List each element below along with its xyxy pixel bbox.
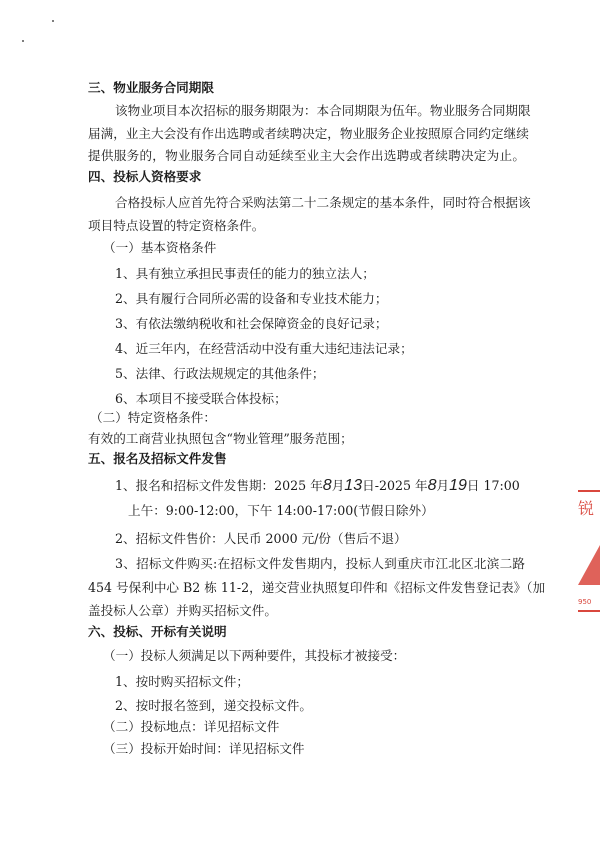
paragraph-line: 3、招标文件购买:在招标文件发售期内，投标人到重庆市江北区北滨二路 [115,556,525,571]
sale-period-prefix: 1、报名和招标文件发售期：2025 年 [115,478,323,493]
stamp-number: 950 [578,598,592,606]
section-3-heading: 三、物业服务合同期限 [88,80,214,95]
list-item: 4、近三年内，在经营活动中没有重大违纪违法记录； [115,341,413,356]
section-4-heading: 四、投标人资格要求 [88,169,202,184]
handwritten-month: 8 [427,477,437,494]
section-5-heading: 五、报名及招标文件发售 [88,451,227,466]
stamp-char: 锐 [578,499,595,518]
handwritten-month: 8 [322,477,332,494]
text: 日-2025 年 [362,478,428,493]
scan-speck [22,40,24,42]
list-item: 6、本项目不接受联合体投标； [115,391,287,406]
handwritten-day: 13 [344,477,363,494]
list-item: 5、法律、行政法规规定的其他条件； [115,366,325,381]
paragraph-line: 盖投标人公章）并购买招标文件。 [88,603,277,618]
list-item: 1、具有独立承担民事责任的能力的独立法人； [115,266,375,281]
section-6-heading: 六、投标、开标有关说明 [88,624,227,639]
bid-location: （二）投标地点：详见招标文件 [103,719,280,734]
text: 月 [436,478,450,493]
handwritten-day: 19 [449,477,467,494]
list-item: 2、具有履行合同所必需的设备和专业技术能力； [115,291,388,306]
list-item: 2、按时报名签到，递交投标文件。 [115,698,312,713]
paragraph-line: 该物业项目本次招标的服务期限为：本合同期限为伍年。物业服务合同期限 [115,103,531,118]
paragraph-line: 提供服务的，物业服务合同自动延续至业主大会作出选聘或者续聘决定为止。 [88,148,525,163]
sale-period [115,478,520,494]
paragraph-line: 合格投标人应首先符合采购法第二十二条规定的基本条件，同时符合根据该 [115,195,531,210]
document-price: 2、招标文件售价：人民币 2000 元/份（售后不退） [115,531,407,546]
text: 月 [331,478,345,493]
paragraph-line: 454 号保利中心 B2 栋 11-2，递交营业执照复印件和《招标文件发售登记表》（加 [88,580,546,595]
paragraph-line: 届满，业主大会没有作出选聘或者续聘决定，物业服务企业按照原合同约定继续 [88,126,529,141]
special-qualification-text: 有效的工商营业执照包含“物业管理”服务范围； [88,431,353,446]
stamp-fragment [578,545,600,585]
list-item: 1、按时购买招标文件； [115,674,249,689]
basic-qualification-heading: （一）基本资格条件 [103,240,217,255]
bid-start-time: （三）投标开始时间：详见招标文件 [103,741,305,756]
text: 日 17:00 [466,478,520,493]
list-item: 3、有依法缴纳税收和社会保障资金的良好记录； [115,316,388,331]
scan-speck [52,20,54,22]
special-qualification-heading: （二）特定资格条件： [90,410,216,425]
sale-hours: 上午：9:00-12:00，下午 14:00-17:00(节假日除外） [128,503,434,518]
requirement-heading: （一）投标人须满足以下两种要件，其投标才被接受： [103,648,406,663]
paragraph-line: 项目特点设置的特定资格条件。 [88,218,265,233]
